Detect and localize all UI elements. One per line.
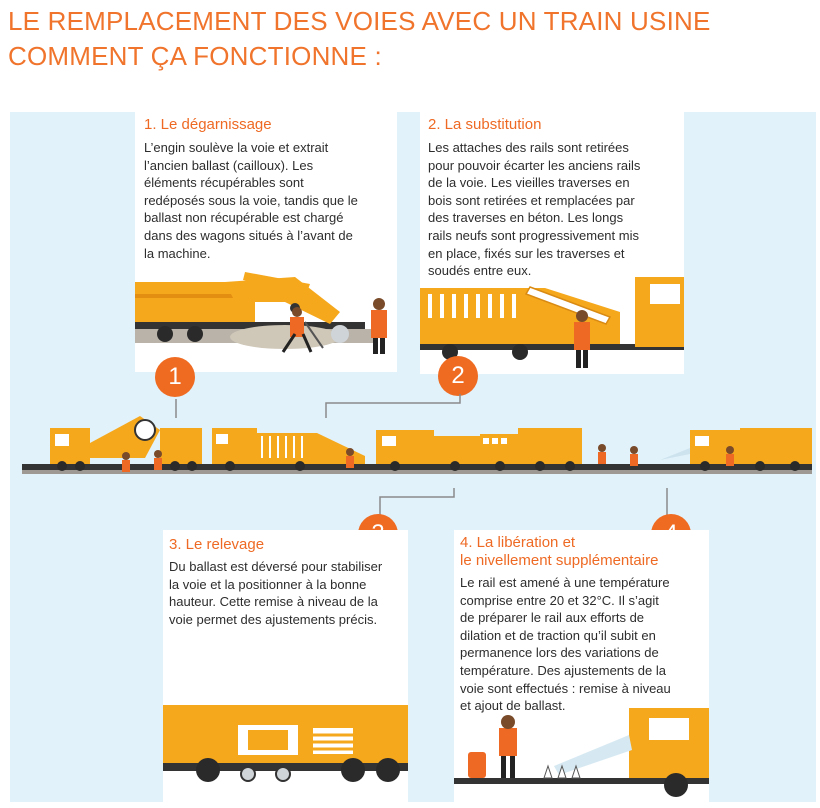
step-3-line: Du ballast est déversé pour stabiliser	[169, 559, 383, 574]
step-4-line: de préparer le rail aux efforts de	[460, 610, 645, 626]
step-1-line: dans des wagons situés à l’avant de	[144, 227, 353, 243]
step-4-line: permanence lors des variations de	[460, 645, 659, 661]
step-2-line: rails neufs sont progressivement mis	[428, 227, 639, 243]
step-4-line: et ajout de ballast.	[460, 698, 566, 714]
step-2-heading: 2. La substitution	[428, 116, 542, 133]
step-2-line: Les attaches des rails sont retirées	[428, 140, 629, 155]
step-4-line: dilation et de traction qu’il subit en	[460, 627, 656, 643]
step-2-line: pour pouvoir écarter les anciens rails	[428, 157, 641, 173]
step-1-line: L’engin soulève la voie et extrait	[144, 140, 329, 155]
step-2-line: de la voie. Les vieilles traverses en	[428, 175, 630, 191]
step-1-line: ballast non récupérable est chargé	[144, 210, 344, 226]
step-4-line: Le rail est amené à une température	[460, 575, 670, 590]
step-1-heading: 1. Le dégarnissage	[144, 116, 272, 133]
step-3-heading: 3. Le relevage	[169, 536, 265, 553]
step-4-line: comprise entre 20 et 32°C. Il s’agit	[460, 592, 659, 608]
page-title-line2: COMMENT ÇA FONCTIONNE :	[8, 41, 382, 71]
rail-heating-illustration	[454, 530, 709, 802]
step-1-line: la machine.	[144, 245, 211, 261]
step-4-line: voie sont effectués : remise à niveau	[460, 680, 671, 696]
step-2-line: des traverses en béton. Les longs	[428, 210, 624, 226]
step-1-line: redéposés sous la voie, tandis que le	[144, 192, 358, 208]
step-4-heading-line1: 4. La libération et	[460, 534, 576, 551]
step-2-line: soudés entre eux.	[428, 263, 532, 279]
step-4-line: température. Des ajustements de la	[460, 662, 666, 678]
step-3-line: la voie et la positionner à la bonne	[169, 576, 367, 592]
step-2-line: en place, fixés sur les traverses et	[428, 245, 625, 261]
step-3-card	[163, 530, 408, 802]
step-4-card	[454, 530, 709, 802]
ballast-regulator-illustration	[163, 530, 408, 802]
step-2-line: bois sont retirées et remplacées par	[428, 192, 635, 208]
step-4-heading-line2: le nivellement supplémentaire	[460, 552, 659, 569]
step-2-badge: 2	[438, 356, 478, 396]
page-title-line1: LE REMPLACEMENT DES VOIES AVEC UN TRAIN USINE	[8, 6, 711, 36]
step-3-line: voie permet des ajustements précis.	[169, 611, 378, 627]
step-1-line: éléments récupérables sont	[144, 175, 304, 191]
step-1-badge: 1	[155, 357, 195, 397]
step-1-line: l’ancien ballast (cailloux). Les	[144, 157, 314, 173]
step-3-line: hauteur. Cette remise à niveau de la	[169, 594, 378, 610]
train-factory-strip	[0, 408, 820, 488]
